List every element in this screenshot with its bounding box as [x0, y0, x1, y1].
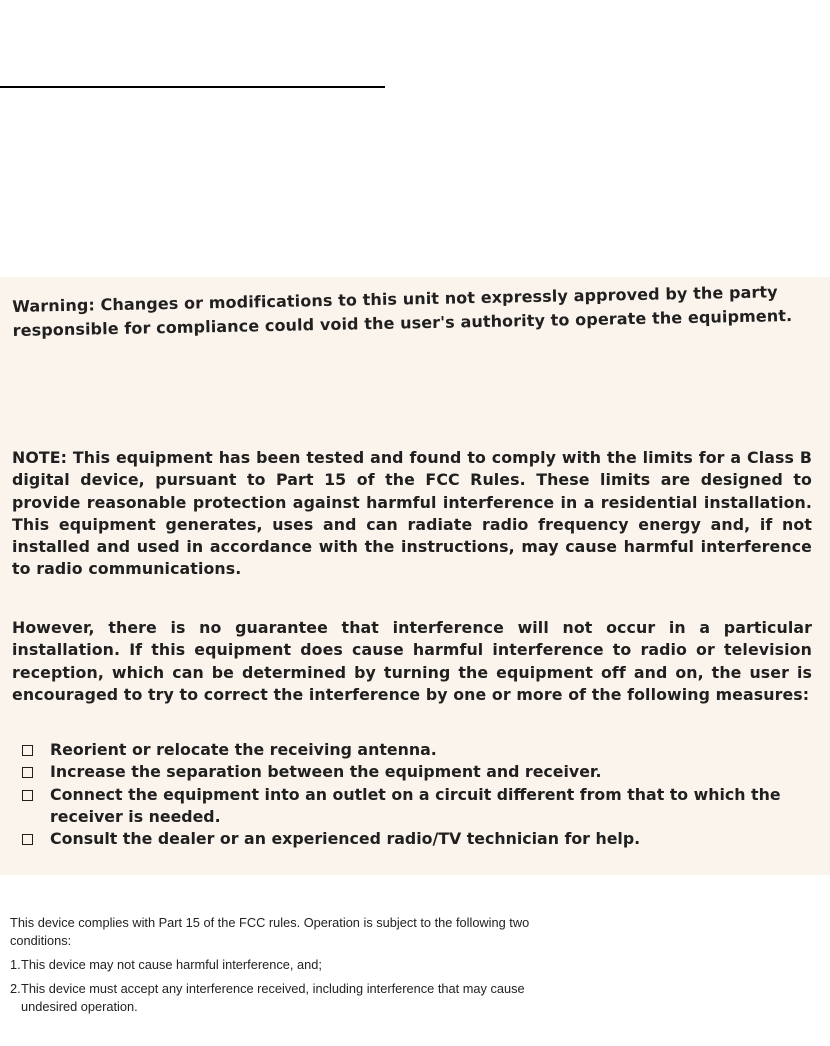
condition-text: This device may not cause harmful interference, and; [21, 957, 322, 972]
measure-text: Connect the equipment into an outlet on a circuit different from that to which the receiver is needed. [50, 784, 781, 826]
conditions-list [10, 956, 570, 1016]
checkbox-icon [22, 834, 33, 845]
measure-text: Reorient or relocate the receiving antenna. [50, 740, 437, 759]
checkbox-icon [22, 790, 33, 801]
measure-text: Consult the dealer or an experienced radio/TV technician for help. [50, 829, 641, 849]
list-item [22, 761, 812, 783]
top-rule-divider [0, 86, 385, 88]
compliance-statement [10, 914, 570, 1022]
condition-number: 2. [10, 981, 21, 996]
list-item [22, 828, 812, 850]
condition-number: 1. [10, 957, 21, 972]
list-item [22, 739, 812, 761]
measures-list [22, 739, 812, 850]
condition-text: This device must accept any interference received, including interference that may cause undesired operation. [21, 981, 525, 1014]
warning-line-2: responsible for compliance could void the user's authority to operate the equipment. [12, 306, 793, 340]
warning-line-1: Warning: Changes or modifications to this unit not expressly approved by the party [12, 282, 778, 316]
list-item [10, 956, 570, 974]
list-item [22, 784, 812, 829]
warning-paragraph [12, 280, 803, 343]
compliance-intro: This device complies with Part 15 of the FCC rules. Operation is subject to the following two conditions: [10, 915, 530, 948]
note-paragraph: NOTE: This equipment has been tested and found to comply with the limits for a Class B digital device, pursuant to Part 15 of the FCC Rules. These limits are designed to provide reasonable protection against harmful interference in a residential installation. This equipment generates, uses and can radiate radio frequency energy and, if not installed and used in accordance with the instructions, may cause harmful interference to radio communications. [12, 448, 812, 579]
checkbox-icon [22, 745, 33, 756]
however-paragraph: However, there is no guarantee that interference will not occur in a particular installation. If this equipment does cause harmful interference to radio or television reception, which can be determined by turning the equipment off and on, the user is encouraged to try to correct the interference by one or more of the following measures: [12, 618, 812, 704]
checkbox-icon [22, 767, 33, 778]
scanned-fcc-notice [0, 277, 830, 875]
measure-text: Increase the separation between the equipment and receiver. [50, 762, 602, 782]
list-item [10, 980, 570, 1016]
